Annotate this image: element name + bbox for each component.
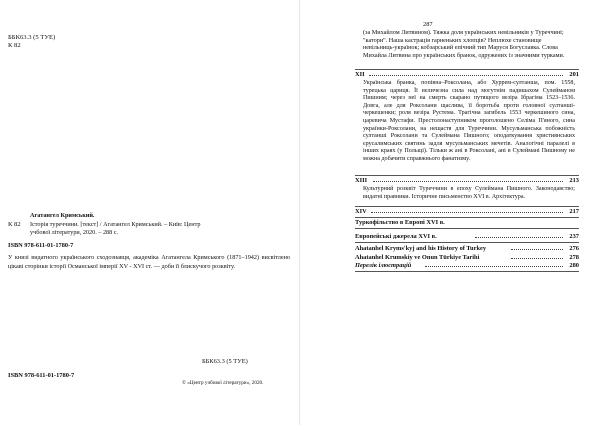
toc-row-english-summary[interactable]: [355, 245, 579, 253]
section-rule: [355, 242, 579, 243]
toc-number: XIV: [355, 208, 367, 215]
toc-title: Ahatanhel Kryms'kyj and his History of Turkey: [355, 245, 487, 252]
toc-number: XII: [355, 71, 365, 78]
catalog-author: Агатангел Кримський.: [30, 212, 95, 219]
toc-description-xii: Українська бранка, попівна–Роксолана, або Хуррем-султанша, пом. 1558, турецька цариця. Її величезна сила над могутнім падишахом Сулейманом Пишним; через неї на смерть скарано путящого везіра Ібрагіма 1523–1536. Довга, але для Роксолани щаслива, її боротьба проти головної султанші-черкешенки; роля везіра Рустема. Трагічна загибель 1553 черкешиного сина, царевича Мустафи. Престолонаступником проголошено Селіма П'яного, сина українки-Роксолани, на нещастя для Туреччини. Мусульманська побожність султанші Роксолани та Сулеймана Пишного; оподаткування християнських єрусалимських святинь задля мусульманських мечетів. Аналогічні паралелі в інших краях (у Польщі). Тільки ж ані в Роксолані, ані в Сулеймані Пишному не можна добачити справжнього фанатизму.: [363, 80, 575, 162]
toc-row-xii[interactable]: [355, 71, 579, 79]
section-rule: [355, 69, 579, 70]
section-rule: [355, 206, 579, 207]
isbn-bottom: ISBN 978-611-01-1780-7: [8, 372, 75, 379]
author-mark-top: К 82: [8, 42, 21, 49]
toc-title: Туркофільство в Европі XVI в.: [355, 219, 445, 226]
toc-page: 278: [569, 254, 579, 261]
continued-description: (за Михайлом Литвином). Тяжка доля українських невільників у Туреччині; "катори". Наша кастрація гарненьких хлопців? Неплюхе становище невільниць-українок; кобзарський епічний тип Маруся Богуславка. Слова Михайла Литвина про українських бранок, одружених із значними турками.: [363, 29, 565, 59]
page-gutter: [299, 0, 300, 425]
toc-page: 276: [569, 245, 579, 252]
section-rule: [355, 217, 579, 218]
catalog-line-2: учбової літератури, 2020. – 288 с.: [30, 229, 119, 237]
bbk-code-top: ББК63.3 (5 ТУЕ): [8, 34, 56, 41]
toc-row-turkish-summary[interactable]: [355, 254, 579, 262]
toc-row-turkophilia[interactable]: [355, 219, 579, 227]
toc-description-xiii: Культурний розквіт Туреччини в епоху Сулеймана Пишного. Законодавство; видатні правники. Історичне письменство XVI в. Архітектура.: [363, 186, 575, 200]
leader-dots: [371, 212, 563, 213]
toc-title: Перелік ілюстрацій: [355, 262, 412, 269]
leader-dots: [369, 75, 563, 76]
annotation-text: У книзі видатного українського сходознавця, академіка Агатангела Кримського (1871–1942) висвітлено цікаві сторінки історії Османської імперії XV - XVI ст. — доби її блискучого розквіту.: [8, 254, 290, 270]
toc-row-xiii[interactable]: [355, 177, 579, 185]
toc-row-european-sources[interactable]: [355, 233, 579, 241]
page-number: 287: [423, 21, 433, 28]
toc-row-xiv[interactable]: [355, 208, 579, 216]
leader-dots: [373, 181, 563, 182]
toc-title: Европейські джерела XVI в.: [355, 233, 437, 240]
toc-page: 237: [569, 233, 579, 240]
toc-row-illustrations[interactable]: [355, 262, 579, 270]
leader-dots: [511, 258, 563, 259]
toc-page: 280: [569, 262, 579, 269]
copyright-line: © «Центр учбової літератури», 2020.: [182, 380, 264, 386]
bbk-code-bottom: ББК63.3 (5 ТУЕ): [202, 358, 248, 365]
section-rule: [355, 175, 579, 176]
toc-page: 201: [569, 71, 579, 78]
leader-dots: [511, 249, 563, 250]
toc-number: XIII: [355, 177, 368, 184]
section-rule: [355, 228, 579, 229]
toc-title: Ahatanhel Krumskiy ve Onun Türkiye Tarihi: [355, 254, 480, 261]
toc-page: 217: [569, 208, 579, 215]
catalog-author-mark: К 82: [8, 221, 21, 228]
section-rule: [355, 271, 579, 272]
leader-dots: [425, 266, 563, 267]
leader-dots: [475, 237, 563, 238]
catalog-entry: [30, 212, 280, 238]
toc-page: 213: [569, 177, 579, 184]
catalog-line-1: Історія туреччини. [текст] / Агатангел Кримський. – Київ: Центр: [30, 220, 201, 228]
isbn-main: ISBN 978-611-01-1780-7: [8, 242, 74, 249]
